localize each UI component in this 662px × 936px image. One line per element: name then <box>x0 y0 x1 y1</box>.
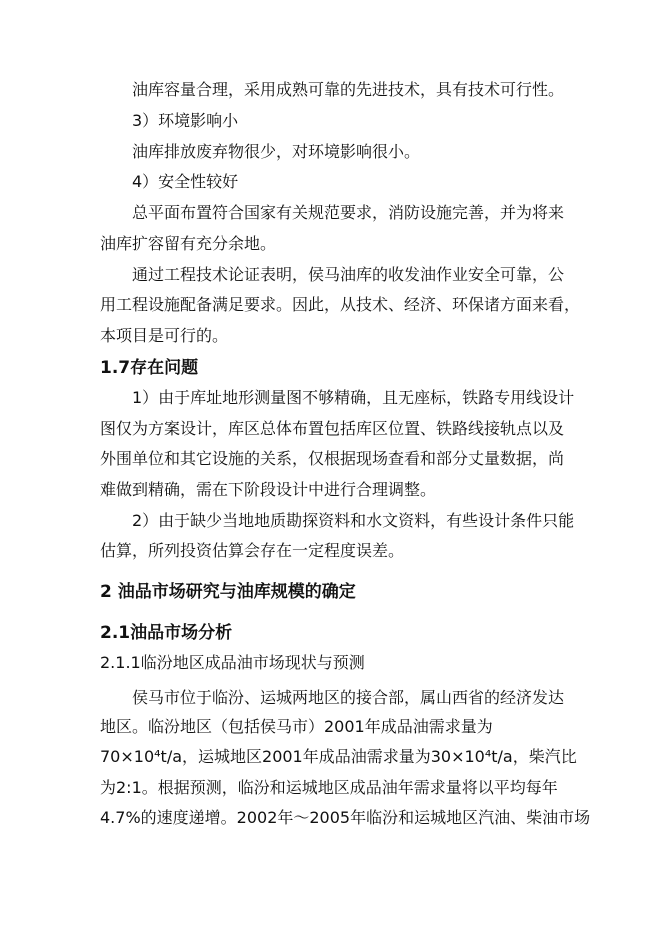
paragraph-first-line: 侯马市位于临汾、运城两地区的接合部，属山西省的经济发达 <box>132 688 565 707</box>
body-text-line: 难做到精确，需在下阶段设计中进行合理调整。 <box>100 480 437 499</box>
section-heading: 2.1油品市场分析 <box>100 623 233 643</box>
body-text-line: 估算，所列投资估算会存在一定程度误差。 <box>100 541 405 560</box>
section-heading: 1.7存在问题 <box>100 358 199 378</box>
paragraph-first-line: 通过工程技术论证表明，侯马油库的收发油作业安全可靠，公 <box>132 265 565 284</box>
body-text-line: 油库扩容留有充分余地。 <box>100 234 277 253</box>
chapter-heading: 2 油品市场研究与油库规模的确定 <box>100 582 356 602</box>
body-text-line: 油库容量合理，采用成熟可靠的先进技术，具有技术可行性。 <box>132 80 565 99</box>
body-text-line: 图仅为方案设计，库区总体布置包括库区位置、铁路线接轨点以及 <box>100 419 565 438</box>
paragraph-first-line: 1）由于库址地形测量图不够精确，且无座标，铁路专用线设计 <box>132 388 575 407</box>
list-item-heading: 3）环境影响小 <box>132 111 239 130</box>
subsection-heading: 2.1.1临汾地区成品油市场现状与预测 <box>100 653 365 672</box>
paragraph-first-line: 总平面布置符合国家有关规范要求，消防设施完善，并为将来 <box>132 203 565 222</box>
body-text-line: 外围单位和其它设施的关系，仅根据现场查看和部分丈量数据，尚 <box>100 449 565 468</box>
body-text-line: 地区。临汾地区（包括侯马市）2001年成品油需求量为 <box>100 717 493 736</box>
body-text-line: 为2:1。根据预测，临汾和运城地区成品油年需求量将以平均每年 <box>100 778 558 797</box>
list-item-heading: 4）安全性较好 <box>132 172 239 191</box>
body-text-line: 4.7%的速度递增。2002年～2005年临汾和运城地区汽油、柴油市场 <box>100 808 591 827</box>
body-text-line: 油库排放废弃物很少，对环境影响很小。 <box>132 142 421 161</box>
body-text-line: 用工程设施配备满足要求。因此，从技术、经济、环保诸方面来看， <box>100 295 581 314</box>
body-text-line: 本项目是可行的。 <box>100 326 229 345</box>
paragraph-first-line: 2）由于缺少当地地质勘探资料和水文资料，有些设计条件只能 <box>132 511 575 530</box>
body-text-line: 70×10⁴t/a，运城地区2001年成品油需求量为30×10⁴t/a，柴汽比 <box>100 747 577 766</box>
